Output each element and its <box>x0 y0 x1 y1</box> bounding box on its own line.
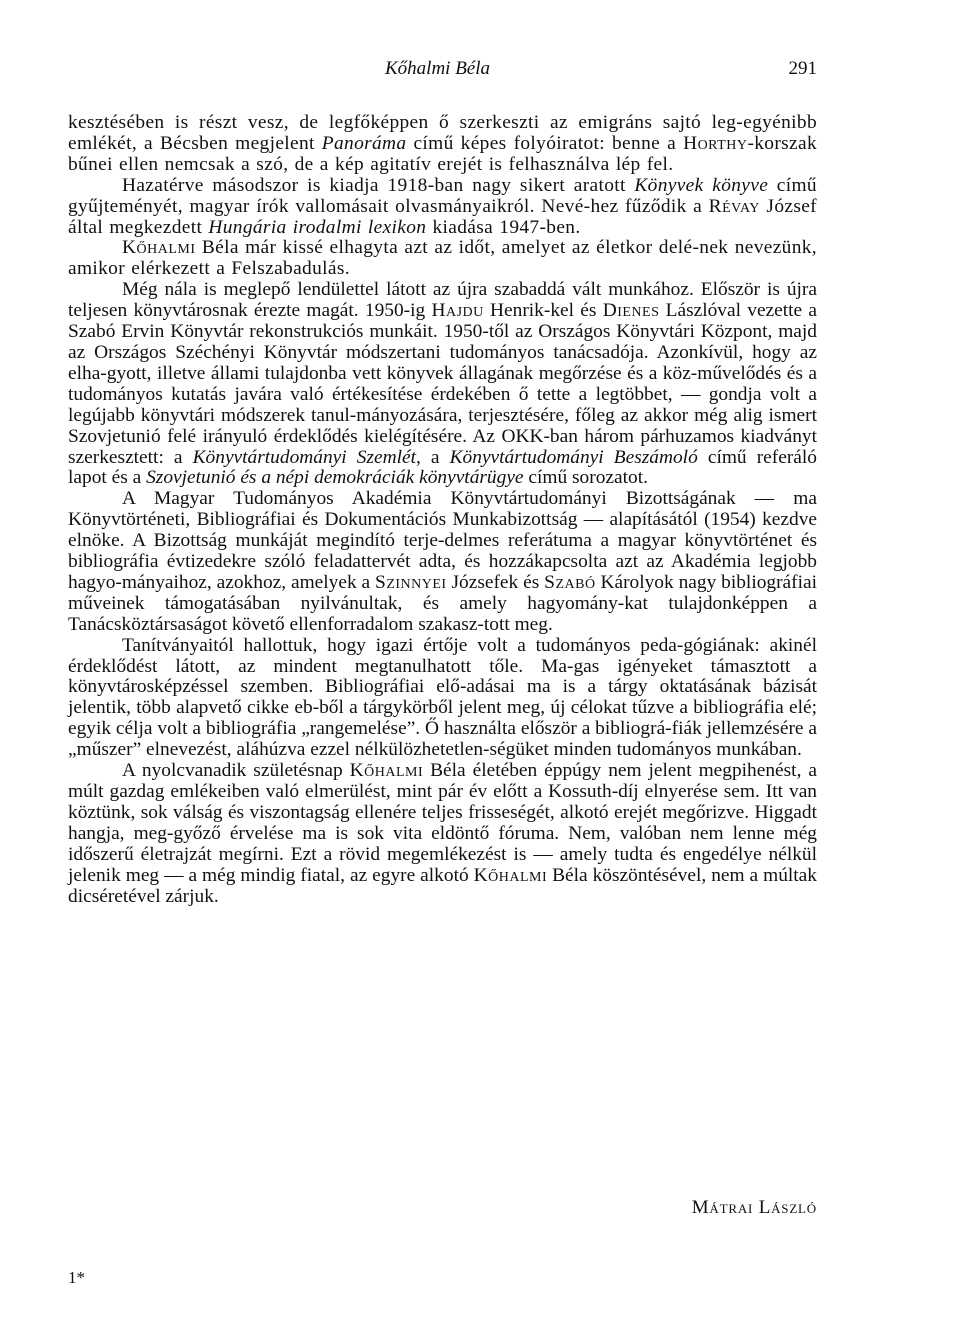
text-run: című képes folyóiratot: benne a <box>406 132 684 154</box>
text-run: Béla köszöntésével, nem a múltak dicséretével zárjuk. <box>68 864 817 907</box>
italic-title: Hungária irodalmi lexikon <box>208 216 427 238</box>
text-run: -korszak bűnei ellen nemcsak a szó, de a kép agitatív erejét is felhasználva lép fel. <box>68 132 818 175</box>
text-run: Józsefek és <box>446 571 545 593</box>
text-run: kiadása 1947-ben. <box>426 216 581 238</box>
paragraph <box>68 761 817 907</box>
signature-mark: 1* <box>68 1268 85 1287</box>
text-run: Lászlóval vezette a Szabó Ervin Könyvtár rekonstrukciós munkáit. 1950-től az Országos Könyvtári Központ, majd az Országos Széchényi Könyvtár módszertani tudományos tanácsadója. Azonkívül, hogy az elha-gyott, illetve állami tulajdonba vett könyvek állagának megőrzése és a köz-művelődés és a tudományos kutatás javára való értékesítése érdekében ő tette a legtöbbet, — gondja volt a legújabb könyvtári módszerek tanul-mányozására, terjesztésére, főleg az akkor még alig ismert Szovjetunió felé irányuló érdeklődés kielégítésére. Az OKK-ban három párhuzamos kiadványt szerkesztett: a <box>68 300 817 468</box>
text-run: című sorozatot. <box>523 467 648 489</box>
text-run: kesztésében is részt vesz, de legfőképpen ő szerkeszti az emigráns sajtó leg-egyénibb emlékét, a Bécsben megjelent <box>68 112 817 154</box>
paragraph <box>68 489 817 635</box>
author-name: Mátrai László <box>691 1197 817 1218</box>
italic-title: Könyvtártudományi Szemlét <box>192 446 416 468</box>
small-caps-name: Szabó <box>544 571 596 593</box>
small-caps-name: Révay <box>708 195 760 217</box>
small-caps-name: Kőhalmi <box>349 760 424 782</box>
small-caps-name: Hajdu <box>431 300 484 322</box>
paragraph <box>68 113 817 176</box>
text-run: A nyolcvanadik születésnap <box>122 760 350 782</box>
text-run: A Magyar Tudományos Akadémia Könyvtártudományi Bizottságának — ma Könyvtörténeti, Bibliográfiai és Dokumentációs Munkabizottság — alapításától (1954) kezdve elnöke. A Bizottság munkáját megindító terje-delmes referátuma a magyar könyvtörténet és bibliográfia évtizedekre szóló feladattervét adta, és hozzákapcsolta azt az Akadémia legjobb hagyo-mányaihoz, azokhoz, amelyek a <box>68 488 817 593</box>
text-run: Béla már kissé elhagyta azt az időt, amelyet az életkor delé-nek nevezünk, amikor elérkezett a Felszabadulás. <box>68 237 817 280</box>
text-run: című referáló lapot és a <box>68 446 817 489</box>
small-caps-name: Dienes <box>602 300 660 322</box>
italic-title: Panoráma <box>321 132 407 154</box>
paragraph <box>68 176 817 239</box>
text-run: Béla életében éppúgy nem jelent megpihenést, a múlt gazdag emlékeiben való elmerülést, mint pár év előtt a Kossuth-díj elnyerése sem. Itt van köztünk, sok válság és viszontagság ellenére teljes frisseségét, alkotó erejét megőrizve. Higgadt hangja, meg-győző érvelése ma is sok vita eldöntő fóruma. Nem, valóban nem lenne még időszerű életrajzát megírni. Ezt a rövid megemlékezést is — amely tudta és engedélye nélkül jelenik meg — a még mindig fiatal, az egyre alkotó <box>68 760 817 886</box>
text-run: Károlyok nagy bibliográfiai műveinek támogatásában nyilvánultak, és amely hagyomány-kat tulajdonképpen a Tanácsköztársaságot követő ellenforradalom szakasz-tott meg. <box>68 571 818 635</box>
paragraph <box>68 636 817 761</box>
page-number: 291 <box>788 58 817 79</box>
paragraph <box>68 280 817 489</box>
italic-title: Szovjetunió és a népi demokráciák könyvtárügye <box>146 467 524 489</box>
text-run: Tanítványaitól hallottuk, hogy igazi értője volt a tudományos peda-gógiának: akinél érdeklődést látott, az mindent megtanulhatott tőle. Ma-gas igényeket támasztott a könyvtárosképzéssel szemben. Bibliográfiai elő-adásai ma is a tárgy oktatásának bázisát jelentik, több alapvető cikke eb-ből a tárgykörből jelent meg, új célokat tűzve a bibliográfia elé; egyik célja volt a bibliográfia „rangemelése”. Ő használta először a bibliográ-fiák jellemzésére a „műszer” elnevezést, aláhúzva ezzel nélkülözhetetlen-ségüket minden tudományos munkában. <box>68 634 817 761</box>
small-caps-name: Szinnyei <box>375 571 447 593</box>
small-caps-name: Kőhalmi <box>122 237 196 259</box>
italic-title: Könyvtártudományi Beszámoló <box>449 446 698 468</box>
text-run: Henrik-kel és <box>483 300 603 322</box>
small-caps-name: Horthy <box>683 132 748 154</box>
small-caps-name: Kőhalmi <box>473 864 548 886</box>
page-header <box>0 58 960 88</box>
paragraph <box>68 238 817 280</box>
text-run: Hazatérve másodszor is kiadja 1918-ban nagy sikert aratott <box>122 174 635 196</box>
text-run: József által megkezdett <box>68 195 817 238</box>
article-body <box>68 113 817 907</box>
author-signature <box>692 1197 817 1219</box>
text-run: című gyűjteményét, magyar írók vallomásait olvasmányaikról. Nevé-hez fűződik a <box>68 174 817 217</box>
text-run: , a <box>415 446 450 468</box>
italic-title: Könyvek könyve <box>634 174 769 196</box>
running-title: Kőhalmi Béla <box>385 58 491 79</box>
text-run: Még nála is meglepő lendülettel látott az újra szabaddá vált munkához. Először is újra teljesen könyvtárosnak érezte magát. 1950-ig <box>68 279 817 322</box>
